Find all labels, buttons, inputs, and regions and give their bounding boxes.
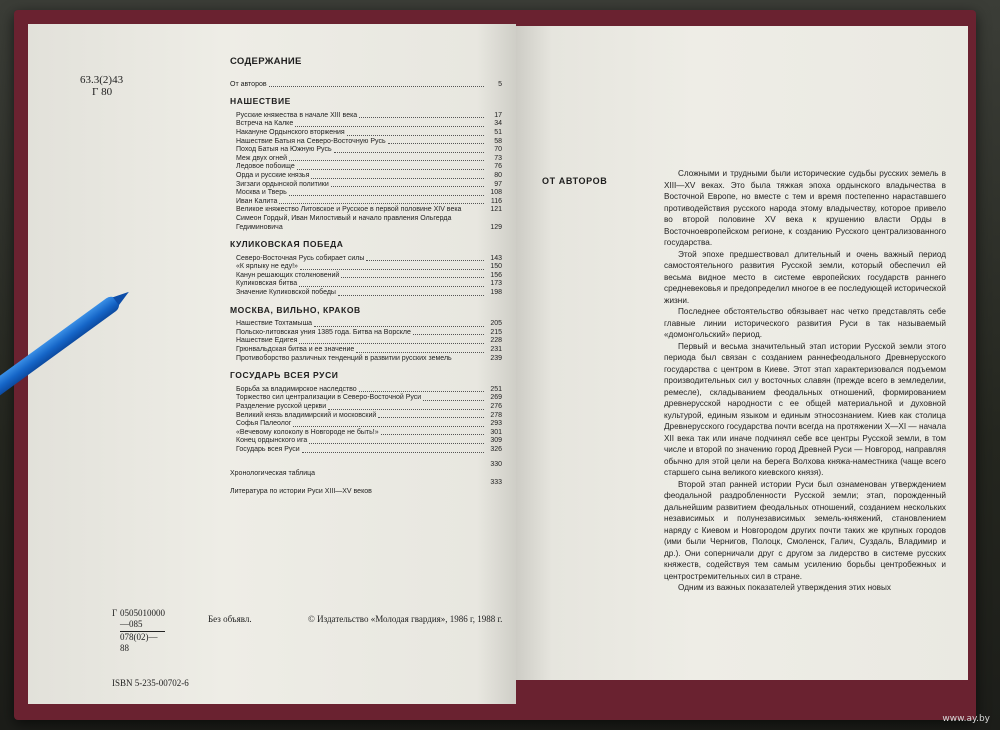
body-paragraph: Одним из важных показателей утверждения этих новых	[678, 583, 891, 592]
chapter-heading: ОТ АВТОРОВ	[542, 176, 608, 186]
toc-entry-page: 278	[490, 411, 502, 419]
toc-entry	[230, 337, 502, 346]
toc-section-heading: МОСКВА, ВИЛЬНО, КРАКОВ	[230, 304, 361, 315]
toc-entry-page: 143	[490, 254, 502, 262]
toc-entry-page: 129	[490, 223, 502, 231]
toc-tail-line: Литература по истории Руси XIII—XV веков	[230, 487, 372, 495]
toc-entry-page: 97	[494, 180, 502, 188]
toc-entry-title: Поход Батыя на Южную Русь	[236, 146, 332, 154]
toc-entry-title: Конец ордынского ига	[236, 437, 308, 445]
toc-entry	[230, 215, 502, 232]
toc-entry-page: 239	[490, 354, 502, 362]
toc-entry-page: 80	[494, 171, 502, 179]
toc-entry	[230, 355, 502, 364]
toc-entry	[230, 206, 502, 215]
toc-entry-page: 108	[490, 189, 502, 197]
toc-entry-title: Куликовская битва	[236, 280, 298, 288]
toc-entry	[230, 138, 502, 147]
toc-entry	[230, 172, 502, 181]
toc-entry	[230, 320, 502, 329]
toc-entry	[230, 429, 502, 438]
right-page	[516, 26, 968, 680]
toc-entry-title: Польско-литовская уния 1385 года. Битва на Ворскле	[236, 328, 411, 336]
toc-entry-page: 116	[490, 197, 502, 205]
toc-entry	[230, 129, 502, 138]
toc-entry-title: Канун решающих столкновений	[236, 271, 340, 279]
toc-entry-title: «К ярлыку не еду!»	[236, 263, 298, 271]
toc-entry-title: Меж двух огней	[236, 154, 288, 162]
toc-section-heading: ГОСУДАРЬ ВСЕЯ РУСИ	[230, 370, 339, 381]
toc-entry-page: 70	[494, 146, 502, 154]
toc-entry-page: 34	[494, 120, 502, 128]
imprint-g: Г	[112, 608, 118, 618]
toc-section-heading: НАШЕСТВИЕ	[230, 96, 291, 107]
toc-entry	[230, 181, 502, 190]
bbk-line-1: 63.3(2)43	[80, 74, 124, 86]
toc-entry-title: Русские княжества в начале XIII века	[236, 111, 358, 119]
toc-entry	[230, 146, 502, 155]
toc-entry	[230, 403, 502, 412]
toc-entry-title: Москва и Тверь	[236, 189, 287, 197]
toc-entry-page: 51	[494, 128, 502, 136]
toc-entry-title: Великий князь владимирский и московский	[236, 411, 377, 419]
toc-entry-page: 228	[490, 337, 502, 345]
toc-entry-page: 326	[490, 445, 502, 453]
toc-entry-page: 156	[490, 271, 502, 279]
toc-entry-page: 251	[490, 385, 502, 393]
toc-entry-page: 293	[490, 420, 502, 428]
toc-entry	[230, 346, 502, 355]
toc-tail-line: 330	[490, 460, 502, 468]
toc-entry-title: Противоборство различных тенденций в развитии русских земель	[236, 354, 452, 362]
toc-entry-title: Орда и русские князья	[236, 171, 310, 179]
toc-entry	[230, 280, 502, 289]
toc-entry-title: Разделение русской церкви	[236, 403, 327, 410]
toc-entry-title: Встреча на Калке	[236, 120, 294, 128]
body-paragraph: Этой эпохе предшествовал длительный и очень важный период самостоятельного развития Русской земли, который обеспечил ей весьма видное место в системе европейских государств раннего средневековья и предопределил многое в ее последующей исторической жизни.	[664, 249, 946, 305]
left-page	[28, 24, 516, 704]
toc-entry-title: Великое княжество Литовское и Русское в первой половине XIV века	[236, 206, 462, 214]
toc-entry-title: Софья Палеолог	[236, 420, 292, 428]
imprint-no-ad: Без объявл.	[208, 614, 252, 624]
toc-entry-page: 205	[490, 320, 502, 328]
toc-entry-title: Ледовое побоище	[236, 163, 295, 171]
bbk-line-2: Г 80	[92, 86, 113, 98]
toc-entry-page: 198	[490, 289, 502, 297]
body-paragraph: Последнее обстоятельство обязывает нас четко представлять себе главные линии исторического развития Руси в так называемый «домонгольский» период.	[664, 307, 946, 339]
table-of-contents	[230, 58, 502, 497]
watermark: www.ay.by	[942, 714, 990, 724]
toc-entry-title: Борьба за владимирское наследство	[236, 385, 357, 393]
toc-section-heading: КУЛИКОВСКАЯ ПОБЕДА	[230, 239, 344, 250]
toc-entry	[230, 189, 502, 198]
toc-entry-page: 269	[490, 394, 502, 402]
toc-tail-line: Хронологическая таблица	[230, 469, 316, 477]
toc-entry	[230, 329, 502, 338]
toc-entry-page: 76	[494, 163, 502, 171]
toc-entry-page: 58	[494, 137, 502, 145]
toc-entry	[230, 420, 502, 429]
toc-entry-title: Нашествие Тохтамыша	[236, 320, 312, 328]
copyright-line: © Издательство «Молодая гвардия», 1986 г, 1988 г.	[308, 614, 503, 624]
toc-entry	[230, 289, 502, 298]
toc-entry-page: 276	[490, 403, 502, 410]
toc-entry-title: Симеон Гордый, Иван Милостивый и начало правления Ольгерда Гедиминовича	[236, 214, 452, 231]
toc-entry-title: Нашествие Едигея	[236, 337, 298, 345]
toc-entry-page: 309	[490, 437, 502, 445]
toc-entry-intro: От авторов 5	[230, 80, 502, 88]
toc-entry-title: Значение Куликовской победы	[236, 289, 336, 297]
toc-tail-line: 333	[490, 478, 502, 486]
toc-entry	[230, 163, 502, 172]
toc-entry-title: Иван Калита	[236, 197, 278, 205]
toc-entry	[230, 112, 502, 121]
toc-sections	[230, 97, 502, 454]
toc-entry-page: 301	[490, 428, 502, 436]
toc-entry-title: «Вечевому колоколу в Новгороде не быть!»	[236, 428, 379, 436]
toc-entry	[230, 394, 502, 403]
imprint-code: $\frac{0505010000—085}{078(02)—88}$	[120, 608, 165, 653]
toc-entry	[230, 120, 502, 129]
toc-entry-page: 231	[490, 346, 502, 354]
toc-entry-title: Зигзаги ордынской политики	[236, 180, 329, 188]
toc-entry	[230, 446, 502, 455]
toc-entry-page: 215	[490, 328, 502, 336]
isbn: ISBN 5-235-00702-6	[112, 678, 189, 688]
toc-entry-title: Северо-Восточная Русь собирает силы	[236, 254, 365, 262]
body-paragraph: Сложными и трудными были исторические судьбы русских земель в XIII—XV веках. Это была тяжкая эпоха ордынского владычества в Восточной Европе, но вместе с тем и время постепенно нараставшего противодействия русского народа этому владычеству, которое привело во второй половине XV века к крушению власти Орды в Восточноевропейском регионе, к созданию Русского централизованного государства.	[664, 169, 946, 247]
toc-entry-page: 173	[490, 280, 502, 288]
toc-entry	[230, 263, 502, 272]
toc-entry	[230, 437, 502, 446]
toc-entry-title: Торжество сил централизации в Северо-Восточной Руси	[236, 394, 422, 402]
toc-entry	[230, 412, 502, 421]
toc-tail	[230, 461, 502, 497]
toc-entry-page: 17	[494, 111, 502, 119]
toc-entry-page: 73	[494, 154, 502, 162]
toc-entry-page: 121	[490, 206, 502, 214]
toc-entry-title: Нашествие Батыя на Северо-Восточную Русь	[236, 137, 386, 145]
body-paragraph: Первый и весьма значительный этап истории Русской земли этого периода был связан с созданием раннефеодального Древнерусского государства с центром в Киеве. Этот этап характеризовался подъемом производительных сил у восточных славян (прежде всего в земледелии, ремесле), складыванием феодальных отношений, формированием древнерусской народности с ее общей материальной и духовной культурой, единым языком и единым этносознанием. Киев как столица Древнерусского государства почти всегда на протяжении X—XI — начала XII века так или иначе подчинял себе все центры Русской земли, в том числе и второй по значению город Древней Руси — Новгород, направляя обычно для этой цели на берега Волхова княжа-наместника (чаще всего старшего сына великого киевского князя).	[664, 341, 946, 477]
toc-entry-title: Накануне Ордынского вторжения	[236, 128, 345, 136]
toc-entry-title: Государь всея Руси	[236, 445, 300, 453]
toc-entry-page: 150	[490, 263, 502, 271]
body-text	[664, 168, 946, 594]
bbk-code	[80, 74, 123, 98]
toc-title: СОДЕРЖАНИЕ	[230, 56, 302, 67]
toc-entry-title: Грюнвальдская битва и ее значение	[236, 346, 355, 354]
body-paragraph: Второй этап ранней истории Руси был ознаменован утверждением феодальной раздробленности Русской земли; этап, порожденный дальнейшим развитием феодальных отношений, созданием нескольких независимых и полунезависимых земель-княжений, становлением наряду с Киевом и Новгородом других почти таких же крупных городов (ими были Чернигов, Полоцк, Смоленск, Галич, Суздаль, Владимир и др.). Они соперничали друг с другом за лидерство в системе русских княжеств, содействуя тем самым усилению борьбы центробежных и центростремительных сил в стране.	[664, 479, 946, 581]
toc-entry	[230, 255, 502, 264]
